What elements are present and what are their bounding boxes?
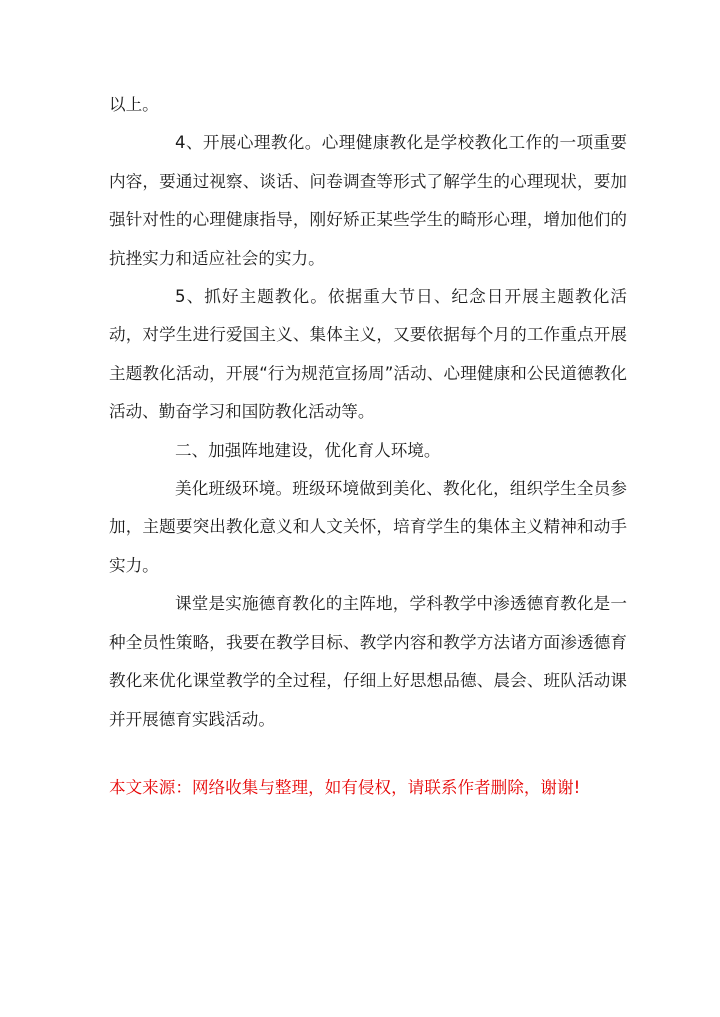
source-note: 本文来源：网络收集与整理，如有侵权，请联系作者删除，谢谢! (109, 778, 581, 797)
section-heading-position-building: 二、加强阵地建设，优化育人环境。 (175, 440, 441, 460)
paragraph-psychological-education: 4、开展心理教化。心理健康教化是学校教化工作的一项重要内容，要通过视察、谈话、问卷调查等形式了解学生的心理现状，要加强针对性的心理健康指导，刚好矫正某些学生的畸形心理，增加他们的抗挫实力和适应社会的实力。 (109, 133, 627, 268)
document-body (109, 86, 627, 739)
paragraph-theme-education: 5、抓好主题教化。依据重大节日、纪念日开展主题教化活动，对学生进行爱国主义、集体主义，又要依据每个月的工作重点开展主题教化活动，开展“行为规范宣扬周”活动、心理健康和公民道德教化活动、勤奋学习和国防教化活动等。 (109, 287, 627, 422)
paragraph-classroom-teaching: 课堂是实施德育教化的主阵地，学科教学中渗透德育教化是一种全员性策略，我要在教学目标、教学内容和教学方法诸方面渗透德育教化来优化课堂教学的全过程，仔细上好思想品德、晨会、班队活动课并开展德育实践活动。 (109, 594, 627, 729)
paragraph-continuation: 以上。 (109, 95, 159, 114)
paragraph-class-environment: 美化班级环境。班级环境做到美化、教化化，组织学生全员参加，主题要突出教化意义和人文关怀，培育学生的集体主义精神和动手实力。 (109, 479, 627, 575)
